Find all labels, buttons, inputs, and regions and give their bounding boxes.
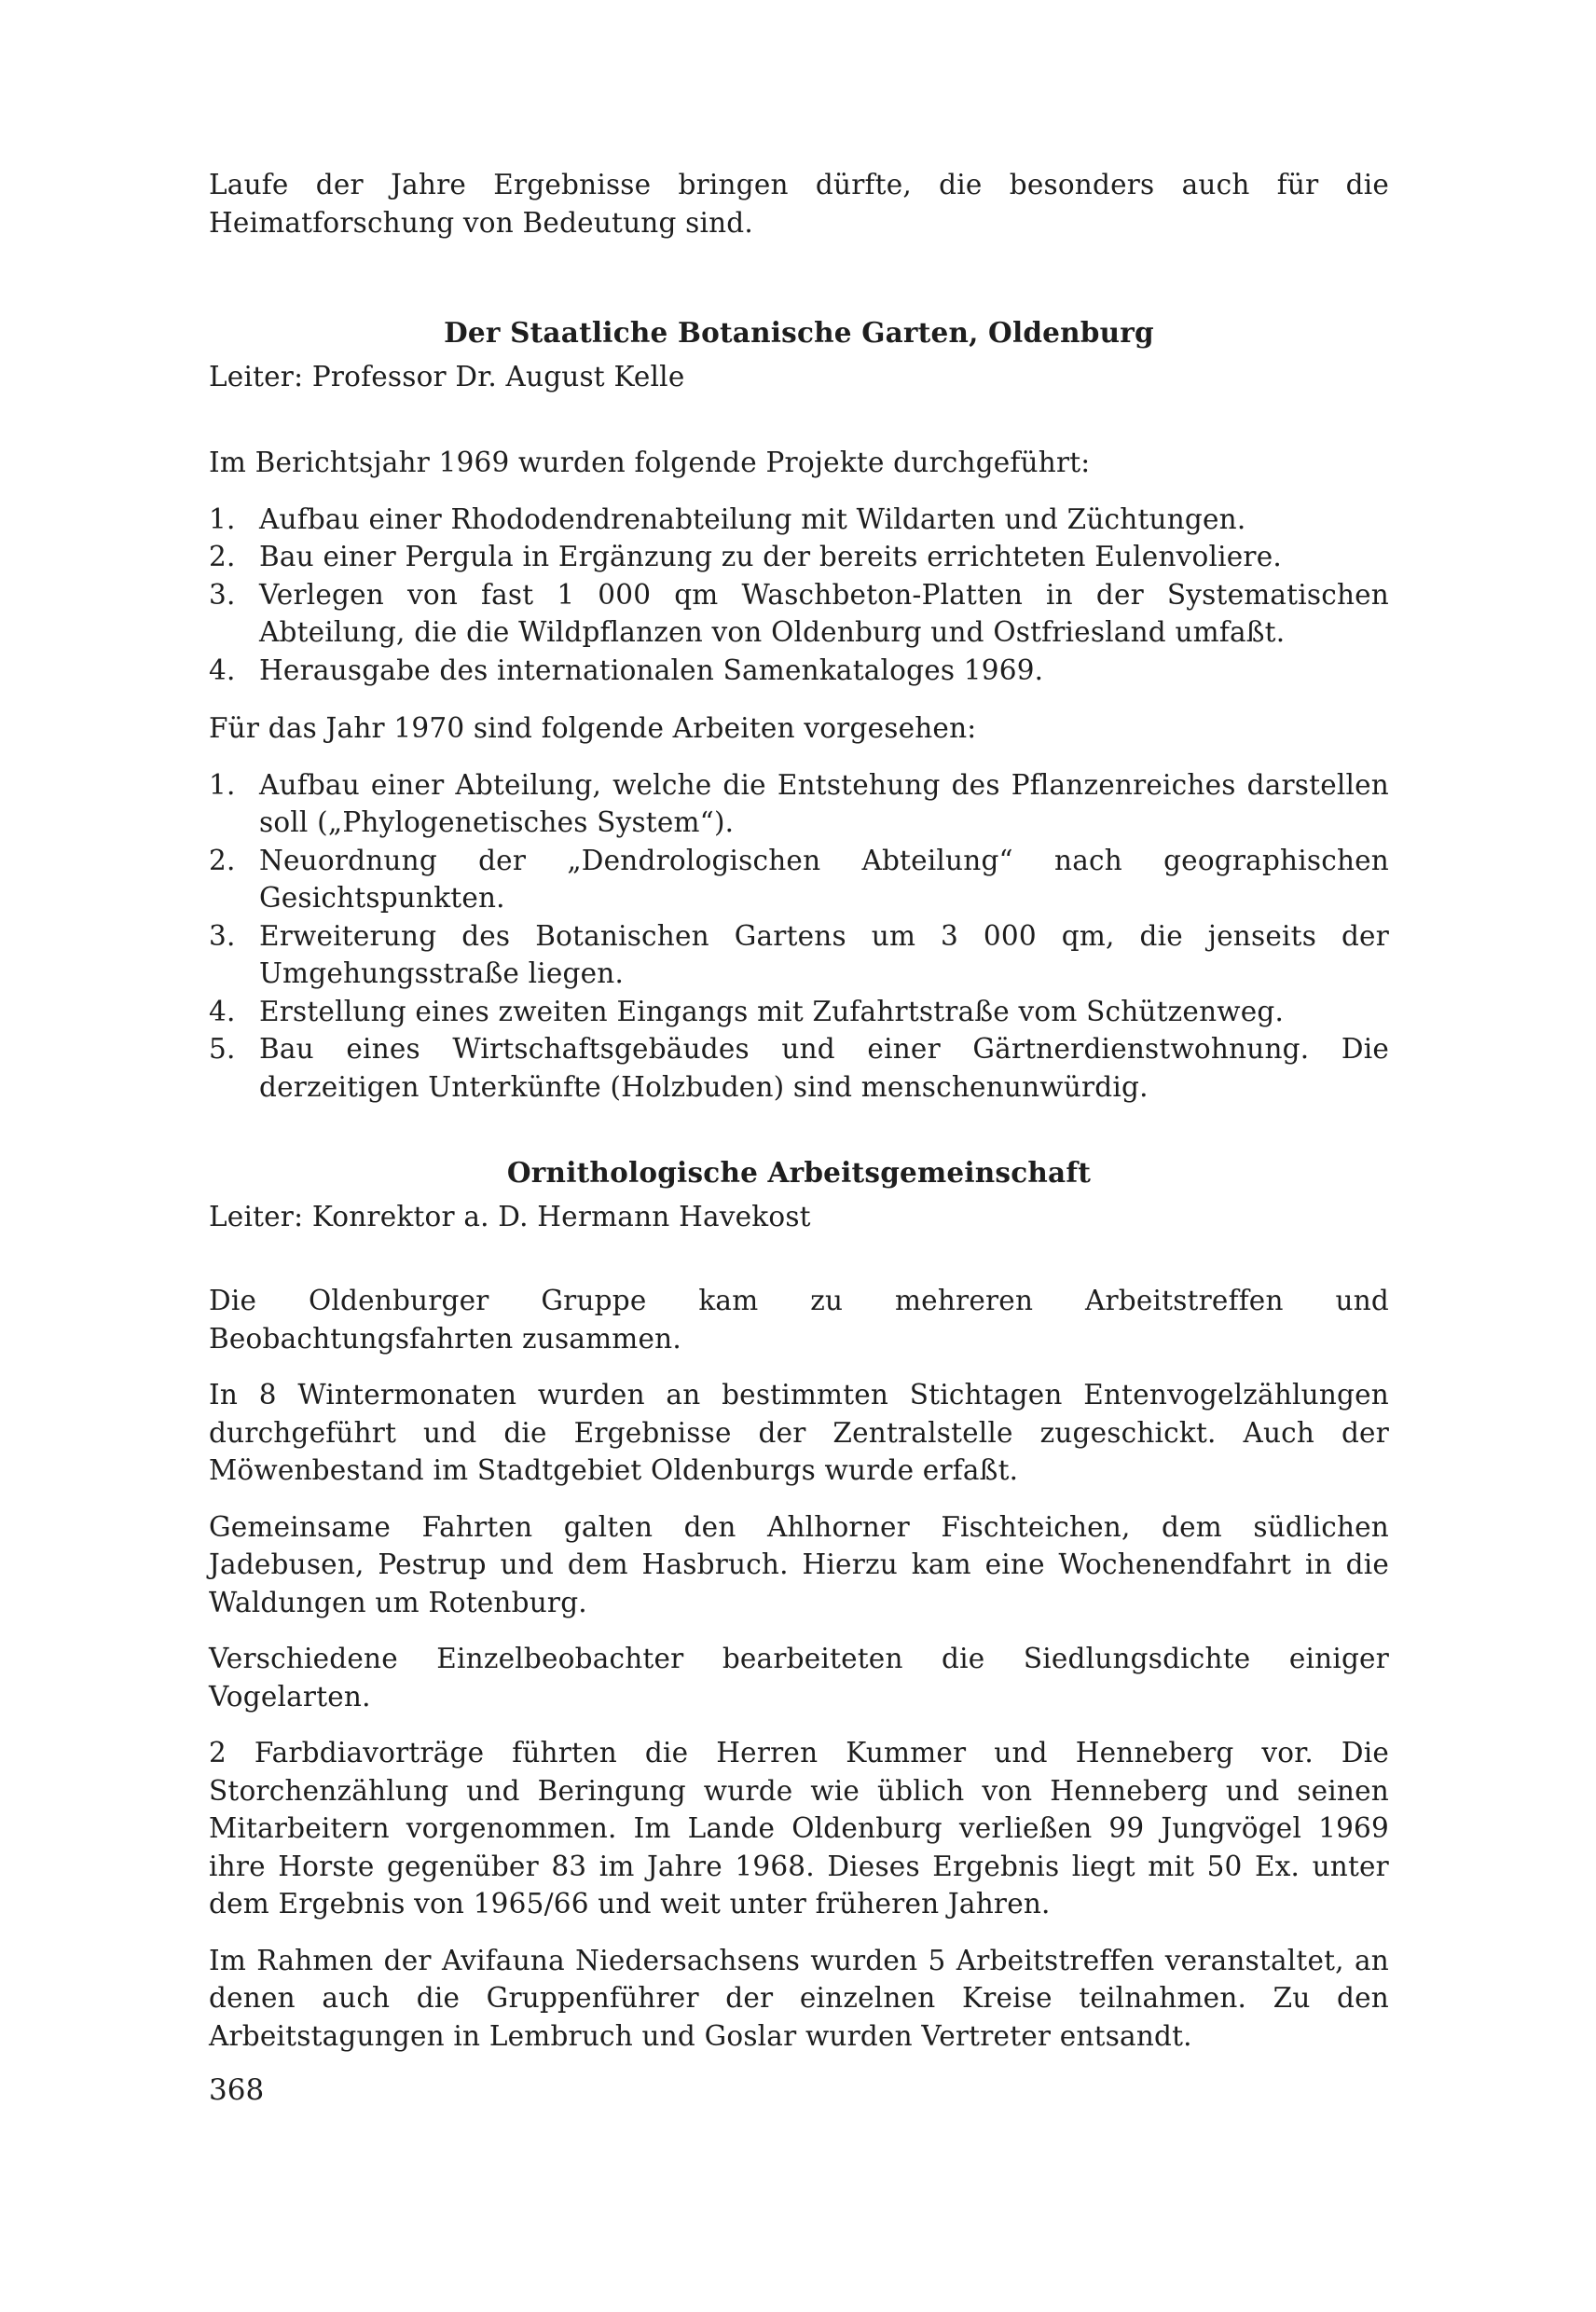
body-paragraph: 2 Farbdiavorträge führten die Herren Kummer und Henneberg vor. Die Storchenzählung und Beringung wurde wie üblich von Henneberg und seinen Mitarbeitern vorgenommen. Im Lande Oldenburg verließen 99 Jungvögel 1969 ihre Horste gegenüber 83 im Jahre 1968. Dieses Ergebnis liegt mit 50 Ex. unter dem Ergebnis von 1965/66 und weit unter früheren Jahren. — [209, 1737, 1389, 1920]
list-item-text: Erstellung eines zweiten Eingangs mit Zufahrtstraße vom Schützenweg. — [259, 995, 1285, 1027]
body-paragraph: Im Rahmen der Avifauna Niedersachsens wurden 5 Arbeitstreffen veranstaltet, an denen auch die Gruppenführer der einzelnen Kreise teilnahmen. Zu den Arbeitstagungen in Lembruch und Goslar wurden Vertreter entsandt. — [209, 1944, 1389, 2052]
body-paragraph: Gemeinsame Fahrten galten den Ahlhorner Fischteichen, dem südlichen Jadebusen, Pestrup und dem Hasbruch. Hierzu kam eine Wochenendfahrt in die Waldungen um Rotenburg. — [209, 1510, 1389, 1618]
list-item-text: Neuordnung der „Dendrologischen Abteilung“ nach geographischen Gesichtspunkten. — [259, 844, 1389, 914]
projects-1969-list — [209, 501, 1389, 690]
list-item — [209, 917, 1389, 993]
list-item-number: 5. — [209, 1033, 236, 1065]
body-paragraph: Die Oldenburger Gruppe kam zu mehreren Arbeitstreffen und Beobachtungsfahrten zusammen. — [209, 1285, 1389, 1355]
list-item-text: Verlegen von fast 1 000 qm Waschbeton-Platten in der Systematischen Abteilung, die die Wildpflanzen von Oldenburg und Ostfriesland umfaßt. — [259, 578, 1389, 648]
list-item — [209, 576, 1389, 652]
list-item-text: Bau einer Pergula in Ergänzung zu der bereits errichteten Eulenvoliere. — [259, 541, 1282, 572]
section-title-ornithology: Ornithologische Arbeitsgemeinschaft — [506, 1156, 1092, 1189]
list-item-number: 4. — [209, 995, 236, 1027]
list-item-number: 2. — [209, 844, 236, 876]
list-item-text: Aufbau einer Abteilung, welche die Entstehung des Pflanzenreiches darstellen soll („Phylogenetisches System“). — [259, 768, 1389, 838]
page-content — [209, 166, 1389, 2073]
list-item — [209, 842, 1389, 917]
list-item-text: Bau eines Wirtschaftsgebäudes und einer Gärtnerdienstwohnung. Die derzeitigen Unterkünfte (Holzbuden) sind menschenunwürdig. — [259, 1033, 1389, 1103]
list-item-number: 3. — [209, 919, 236, 952]
list-item-text: Herausgabe des internationalen Samenkataloges 1969. — [259, 654, 1044, 686]
list-item-text: Erweiterung des Botanischen Gartens um 3 000 qm, die jenseits der Umgehungsstraße liegen. — [259, 919, 1389, 989]
list-item-number: 2. — [209, 541, 236, 572]
section-leader-botanical-garden: Leiter: Professor Dr. August Kelle — [209, 360, 685, 392]
list-item-text: Aufbau einer Rhododendrenabteilung mit Wildarten und Züchtungen. — [259, 502, 1246, 535]
list-item-number: 4. — [209, 654, 236, 686]
intro-paragraph: Laufe der Jahre Ergebnisse bringen dürfte, die besonders auch für die Heimatforschung von Bedeutung sind. — [209, 169, 1389, 239]
list-item-number: 3. — [209, 578, 236, 611]
section-leader-ornithology: Leiter: Konrektor a. D. Hermann Havekost — [209, 1200, 811, 1232]
list-item — [209, 652, 1389, 690]
list-item-number: 1. — [209, 502, 236, 535]
page-number: 368 — [209, 2073, 265, 2107]
list-item-number: 1. — [209, 768, 236, 801]
list-item — [209, 1030, 1389, 1106]
section-title-botanical-garden: Der Staatliche Botanische Garten, Oldenburg — [444, 316, 1154, 349]
body-paragraph: In 8 Wintermonaten wurden an bestimmten Stichtagen Entenvogelzählungen durchgeführt und die Ergebnisse der Zentralstelle zugeschickt. Auch der Möwenbestand im Stadtgebiet Oldenburgs wurde erfaßt. — [209, 1379, 1389, 1486]
lead-in-1970: Für das Jahr 1970 sind folgende Arbeiten vorgesehen: — [209, 712, 977, 744]
lead-in-1969: Im Berichtsjahr 1969 wurden folgende Projekte durchgeführt: — [209, 447, 1091, 478]
list-item — [209, 501, 1389, 539]
list-item — [209, 538, 1389, 576]
list-item — [209, 993, 1389, 1031]
body-paragraph: Verschiedene Einzelbeobachter bearbeiteten die Siedlungsdichte einiger Vogelarten. — [209, 1643, 1389, 1713]
list-item — [209, 766, 1389, 842]
plans-1970-list — [209, 766, 1389, 1107]
